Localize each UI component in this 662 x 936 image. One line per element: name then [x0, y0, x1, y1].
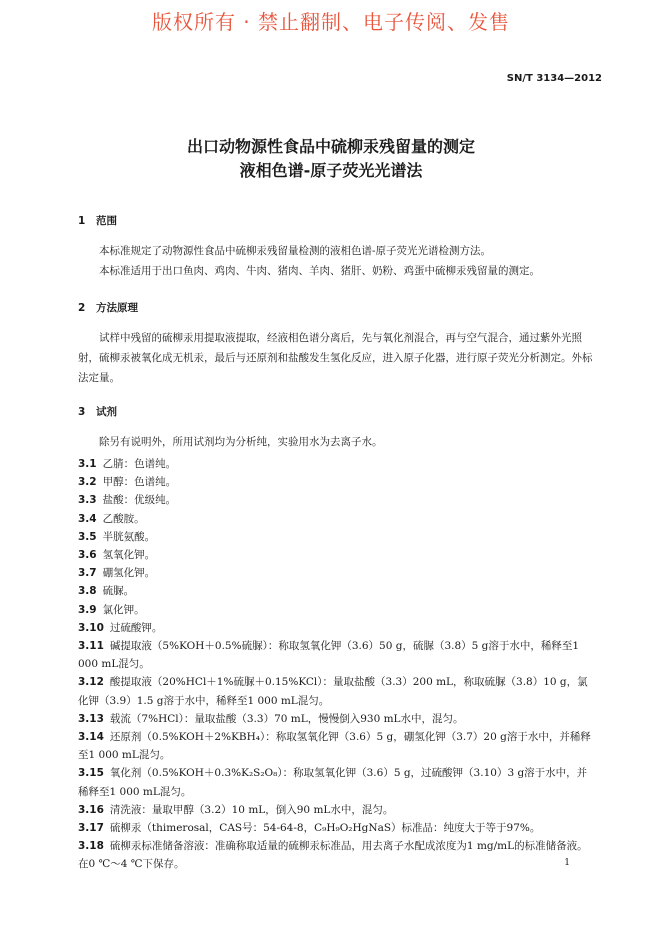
reagent-text: 硫柳汞（thimerosal，CAS号：54-64-8，C₉H₉O₂HgNaS）标准品：纯度大于等于97%。	[109, 822, 541, 835]
reagent-number: 3.16	[78, 803, 104, 816]
reagent-number: 3.6	[78, 549, 97, 562]
section-title: 试剂	[96, 406, 117, 418]
reagent-item	[78, 582, 593, 600]
reagent-number: 3.5	[78, 530, 97, 543]
document-title-line2: 液相色谱-原子荧光光谱法	[239, 161, 423, 180]
reagent-item	[78, 801, 593, 819]
reagent-number: 3.14	[78, 731, 104, 744]
standard-code: SN/T 3134—2012	[506, 73, 602, 84]
reagent-item	[78, 528, 593, 546]
section-number: 2	[78, 302, 86, 314]
reagent-number: 3.12	[78, 676, 104, 689]
section-number: 3	[78, 406, 86, 418]
reagent-number: 3.3	[78, 494, 97, 507]
reagent-item	[78, 491, 593, 509]
reagent-text: 氯化钾。	[102, 603, 145, 616]
reagent-item	[78, 819, 593, 837]
reagent-item	[78, 637, 593, 673]
section-body-scope	[78, 241, 593, 281]
reagent-item	[78, 619, 593, 637]
reagent-number: 3.13	[78, 712, 104, 725]
reagent-text: 氢氧化钾。	[102, 549, 156, 562]
reagent-item	[78, 455, 593, 473]
section-heading-scope	[78, 213, 117, 228]
document-title-line1: 出口动物源性食品中硫柳汞残留量的测定	[186, 137, 475, 156]
section-heading-principle	[78, 300, 138, 315]
reagent-text: 过硫酸钾。	[109, 621, 163, 634]
reagent-number: 3.17	[78, 822, 104, 835]
reagent-item	[78, 601, 593, 619]
reagent-number: 3.1	[78, 458, 97, 470]
reagent-number: 3.8	[78, 585, 97, 598]
reagent-number: 3.9	[78, 603, 97, 616]
reagent-item	[78, 710, 593, 728]
reagent-item	[78, 510, 593, 528]
reagent-number: 3.4	[78, 512, 97, 525]
reagent-number: 3.2	[78, 476, 97, 489]
reagent-item	[78, 546, 593, 564]
reagent-item	[78, 673, 593, 709]
reagent-item	[78, 564, 593, 582]
paragraph: 试样中残留的硫柳汞用提取液提取，经液相色谱分离后，先与氧化剂混合，再与空气混合，通过紫外光照射，硫柳汞被氧化成无机汞，最后与还原剂和盐酸发生氢化反应，进入原子化器，进行原子荧光分析测定。外标法定量。	[78, 332, 593, 384]
reagent-item	[78, 473, 593, 491]
watermark-banner: 版权所有 · 禁止翻制、电子传阅、发售	[151, 10, 511, 34]
reagent-text: 硼氢化钾。	[102, 567, 156, 580]
page-number: 1	[564, 858, 570, 868]
section-body-principle	[78, 328, 593, 388]
reagent-number: 3.7	[78, 567, 97, 580]
section-body-reagents	[78, 432, 593, 452]
reagent-text: 半胱氨酸。	[102, 530, 156, 543]
section-number: 1	[78, 215, 86, 227]
reagent-text: 碱提取液（5%KOH＋0.5%硫脲）：称取氢氧化钾（3.6）50 g，硫脲（3.8）5 g溶于水中，稀释至1 000 mL混匀。	[78, 640, 580, 671]
reagent-text: 盐酸：优级纯。	[102, 494, 177, 507]
reagent-text: 乙腈：色谱纯。	[102, 458, 177, 470]
reagent-text: 乙酸胺。	[102, 512, 145, 525]
reagent-item	[78, 764, 593, 800]
paragraph: 本标准规定了动物源性食品中硫柳汞残留量检测的液相色谱-原子荧光光谱检测方法。	[99, 245, 492, 257]
reagent-text: 载流（7%HCl）：量取盐酸（3.3）70 mL，慢慢倒入930 mL水中，混匀。	[109, 712, 464, 725]
reagent-number: 3.18	[78, 840, 104, 853]
paragraph: 本标准适用于出口鱼肉、鸡肉、牛肉、猪肉、羊肉、猪肝、奶粉、鸡蛋中硫柳汞残留量的测定。	[99, 265, 540, 277]
reagent-text: 还原剂（0.5%KOH＋2%KBH₄）：称取氢氧化钾（3.6）5 g，硼氢化钾（3.7）20 g溶于水中，并稀释至1 000 mL混匀。	[78, 731, 591, 762]
reagent-item	[78, 728, 593, 764]
reagent-text: 清洗液：量取甲醇（3.2）10 mL，倒入90 mL水中，混匀。	[109, 803, 394, 816]
reagent-list	[78, 455, 593, 874]
section-title: 方法原理	[96, 302, 138, 314]
section-heading-reagents	[78, 404, 117, 419]
reagent-text: 酸提取液（20%HCl＋1%硫脲＋0.15%KCl）：量取盐酸（3.3）200 mL，称取硫脲（3.8）10 g，氯化钾（3.9）1.5 g溶于水中，稀释至1 000 mL混匀。	[78, 676, 588, 707]
reagent-number: 3.10	[78, 621, 104, 634]
reagent-number: 3.11	[78, 640, 104, 653]
section-title: 范围	[96, 215, 117, 227]
reagent-text: 硫柳汞标准储备溶液：准确称取适量的硫柳汞标准品，用去离子水配成浓度为1 mg/mL的标准储备液。在0 ℃～4 ℃下保存。	[78, 840, 588, 871]
reagent-number: 3.15	[78, 767, 104, 780]
reagent-text: 甲醇：色谱纯。	[102, 476, 177, 489]
reagent-text: 硫脲。	[102, 585, 135, 598]
paragraph: 除另有说明外，所用试剂均为分析纯，实验用水为去离子水。	[99, 436, 383, 448]
reagent-text: 氧化剂（0.5%KOH＋0.3%K₂S₂O₈）：称取氢氧化钾（3.6）5 g，过硫酸钾（3.10）3 g溶于水中，并稀释至1 000 mL混匀。	[78, 767, 588, 798]
reagent-item	[78, 837, 593, 873]
